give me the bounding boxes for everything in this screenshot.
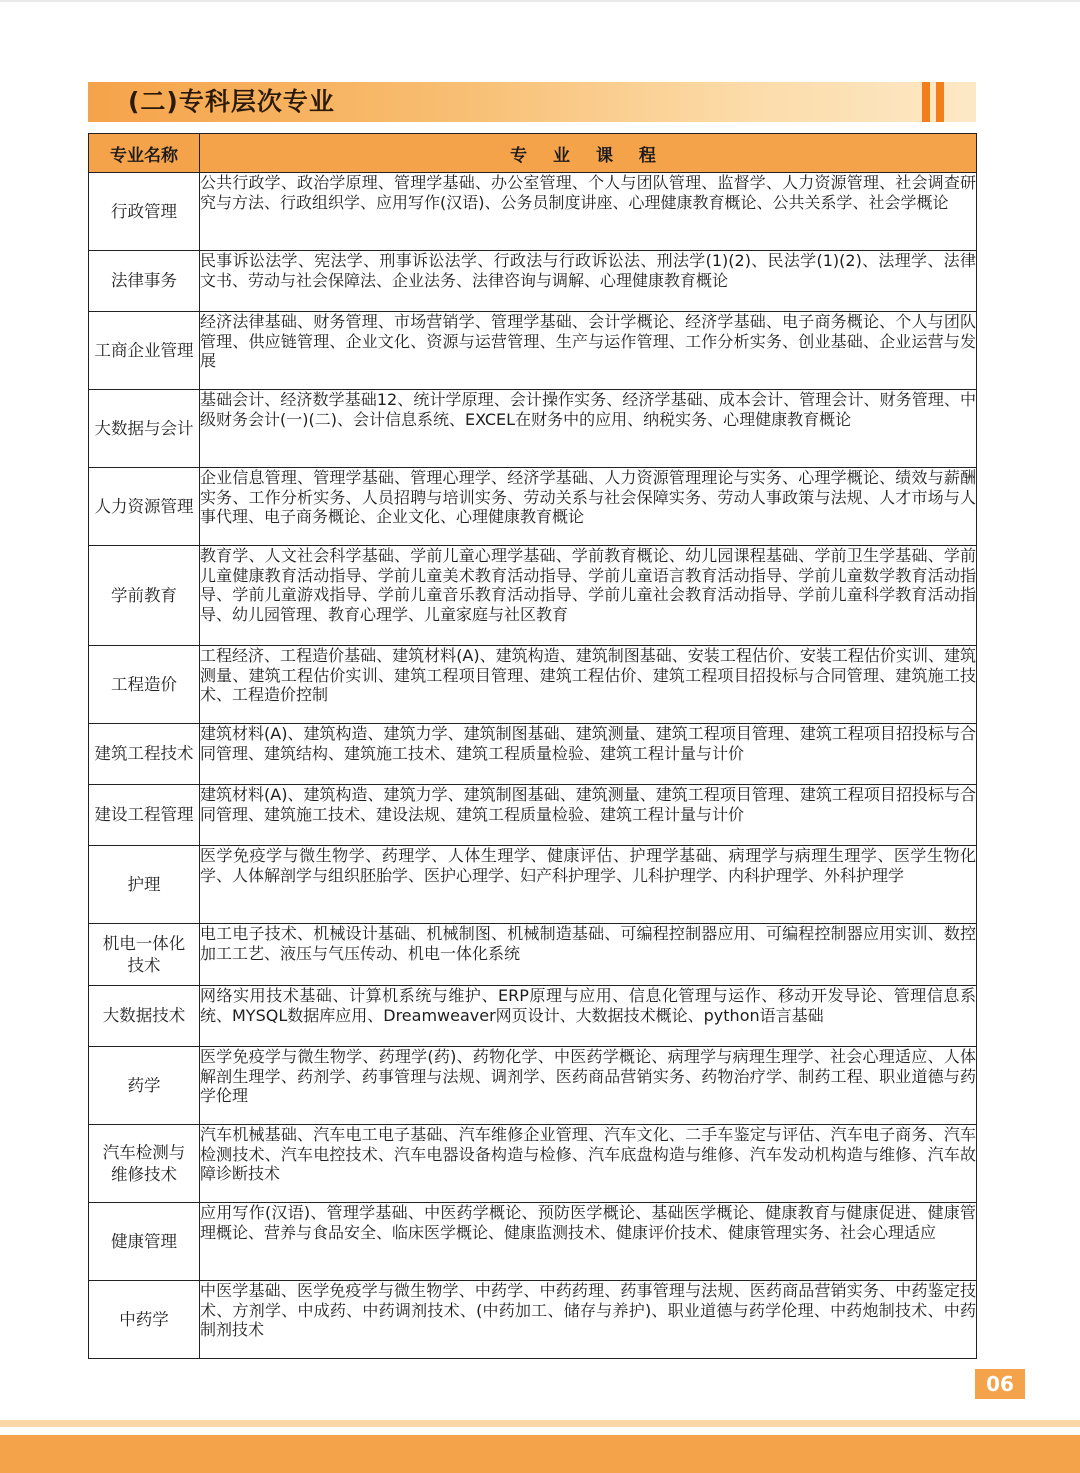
major-courses: 公共行政学、政治学原理、管理学基础、办公室管理、个人与团队管理、监督学、人力资源管理、社会调查研究与方法、行政组织学、应用写作(汉语)、公务员制度讲座、心理健康教育概论、公共关系学、社会学概论 bbox=[200, 173, 977, 251]
table-row bbox=[89, 468, 977, 546]
major-courses: 医学免疫学与微生物学、药理学、人体生理学、健康评估、护理学基础、病理学与病理生理学、医学生物化学、人体解剖学与组织胚胎学、医护心理学、妇产科护理学、儿科护理学、内科护理学、外科护理学 bbox=[200, 846, 977, 924]
table-row bbox=[89, 846, 977, 924]
section-header bbox=[88, 82, 976, 122]
table-row bbox=[89, 1281, 977, 1359]
table-row bbox=[89, 312, 977, 390]
major-name: 建筑工程技术 bbox=[89, 724, 200, 785]
footer-stripe bbox=[0, 1420, 1080, 1427]
table-row bbox=[89, 173, 977, 251]
table-header-row bbox=[89, 134, 977, 173]
page-top-edge bbox=[0, 0, 1080, 2]
major-name: 学前教育 bbox=[89, 546, 200, 646]
major-courses: 教育学、人文社会科学基础、学前儿童心理学基础、学前教育概论、幼儿园课程基础、学前卫生学基础、学前儿童健康教育活动指导、学前儿童美术教育活动指导、学前儿童语言教育活动指导、学前儿童数学教育活动指导、学前儿童游戏指导、学前儿童音乐教育活动指导、学前儿童社会教育活动指导、学前儿童科学教育活动指导、幼儿园管理、教育心理学、儿童家庭与社区教育 bbox=[200, 546, 977, 646]
major-name-text: 机电一体化技术 bbox=[102, 933, 186, 975]
major-courses: 应用写作(汉语)、管理学基础、中医药学概论、预防医学概论、基础医学概论、健康教育与健康促进、健康管理概论、营养与食品安全、临床医学概论、健康监测技术、健康评价技术、健康管理实务、社会心理适应 bbox=[200, 1203, 977, 1281]
table-row bbox=[89, 986, 977, 1047]
major-courses: 工程经济、工程造价基础、建筑材料(A)、建筑构造、建筑制图基础、安装工程估价、安装工程估价实训、建筑测量、建筑工程估价实训、建筑工程项目管理、建筑工程估价、建筑工程项目招投标与合同管理、建筑施工技术、工程造价控制 bbox=[200, 646, 977, 724]
major-courses: 汽车机械基础、汽车电工电子基础、汽车维修企业管理、汽车文化、二手车鉴定与评估、汽车电子商务、汽车检测技术、汽车电控技术、汽车电器设备构造与检修、汽车底盘构造与维修、汽车发动机构造与维修、汽车故障诊断技术 bbox=[200, 1125, 977, 1203]
major-name: 工商企业管理 bbox=[89, 312, 200, 390]
table-row bbox=[89, 785, 977, 846]
major-name: 药学 bbox=[89, 1047, 200, 1125]
table-row bbox=[89, 724, 977, 785]
table-row bbox=[89, 390, 977, 468]
major-courses: 电工电子技术、机械设计基础、机械制图、机械制造基础、可编程控制器应用、可编程控制器应用实训、数控加工工艺、液压与气压传动、机电一体化系统 bbox=[200, 924, 977, 986]
section-title: (二)专科层次专业 bbox=[128, 87, 335, 116]
header-major-name: 专业名称 bbox=[89, 134, 200, 173]
page-number: 06 bbox=[975, 1369, 1025, 1399]
major-name: 中药学 bbox=[89, 1281, 200, 1359]
table-row bbox=[89, 646, 977, 724]
major-name: 法律事务 bbox=[89, 251, 200, 312]
major-name: 建设工程管理 bbox=[89, 785, 200, 846]
major-name: 护理 bbox=[89, 846, 200, 924]
header-decor-bar bbox=[936, 82, 944, 122]
major-courses: 建筑材料(A)、建筑构造、建筑力学、建筑制图基础、建筑测量、建筑工程项目管理、建筑工程项目招投标与合同管理、建筑施工技术、建设法规、建筑工程质量检验、建筑工程计量与计价 bbox=[200, 785, 977, 846]
major-name: 健康管理 bbox=[89, 1203, 200, 1281]
major-name: 人力资源管理 bbox=[89, 468, 200, 546]
major-courses: 经济法律基础、财务管理、市场营销学、管理学基础、会计学概论、经济学基础、电子商务概论、个人与团队管理、供应链管理、企业文化、资源与运营管理、生产与运作管理、工作分析实务、创业基础、企业运营与发展 bbox=[200, 312, 977, 390]
major-courses: 医学免疫学与微生物学、药理学(药)、药物化学、中医药学概论、病理学与病理生理学、社会心理适应、人体解剖生理学、药剂学、药事管理与法规、调剂学、医药商品营销实务、药物治疗学、制药工程、职业道德与药学伦理 bbox=[200, 1047, 977, 1125]
table-row bbox=[89, 546, 977, 646]
table-row bbox=[89, 924, 977, 986]
majors-table bbox=[88, 133, 977, 1359]
major-courses: 网络实用技术基础、计算机系统与维护、ERP原理与应用、信息化管理与运作、移动开发导论、管理信息系统、MYSQL数据库应用、Dreamweaver网页设计、大数据技术概论、python语言基础 bbox=[200, 986, 977, 1047]
major-name-text: 汽车检测与维修技术 bbox=[102, 1142, 186, 1184]
major-courses: 民事诉讼法学、宪法学、刑事诉讼法学、行政法与行政诉讼法、刑法学(1)(2)、民法学(1)(2)、法理学、法律文书、劳动与社会保障法、企业法务、法律咨询与调解、心理健康教育概论 bbox=[200, 251, 977, 312]
header-decor-bar bbox=[922, 82, 930, 122]
major-name: 大数据技术 bbox=[89, 986, 200, 1047]
header-courses-label: 专 业 课 程 bbox=[510, 145, 666, 166]
major-name: 工程造价 bbox=[89, 646, 200, 724]
table-row bbox=[89, 1203, 977, 1281]
footer-band bbox=[0, 1435, 1080, 1473]
major-name: 行政管理 bbox=[89, 173, 200, 251]
major-name bbox=[89, 924, 200, 986]
major-courses: 基础会计、经济数学基础12、统计学原理、会计操作实务、经济学基础、成本会计、管理会计、财务管理、中级财务会计(一)(二)、会计信息系统、EXCEL在财务中的应用、纳税实务、心理健康教育概论 bbox=[200, 390, 977, 468]
major-courses: 建筑材料(A)、建筑构造、建筑力学、建筑制图基础、建筑测量、建筑工程项目管理、建筑工程项目招投标与合同管理、建筑结构、建筑施工技术、建筑工程质量检验、建筑工程计量与计价 bbox=[200, 724, 977, 785]
header-courses bbox=[200, 134, 977, 173]
major-courses: 中医学基础、医学免疫学与微生物学、中药学、中药药理、药事管理与法规、医药商品营销实务、中药鉴定技术、方剂学、中成药、中药调剂技术、(中药加工、储存与养护)、职业道德与药学伦理、中药炮制技术、中药制剂技术 bbox=[200, 1281, 977, 1359]
major-courses: 企业信息管理、管理学基础、管理心理学、经济学基础、人力资源管理理论与实务、心理学概论、绩效与薪酬实务、工作分析实务、人员招聘与培训实务、劳动关系与社会保障实务、劳动人事政策与法规、人才市场与人事代理、电子商务概论、企业文化、心理健康教育概论 bbox=[200, 468, 977, 546]
major-name bbox=[89, 1125, 200, 1203]
major-name: 大数据与会计 bbox=[89, 390, 200, 468]
table-row bbox=[89, 1047, 977, 1125]
table-row bbox=[89, 1125, 977, 1203]
table-row bbox=[89, 251, 977, 312]
